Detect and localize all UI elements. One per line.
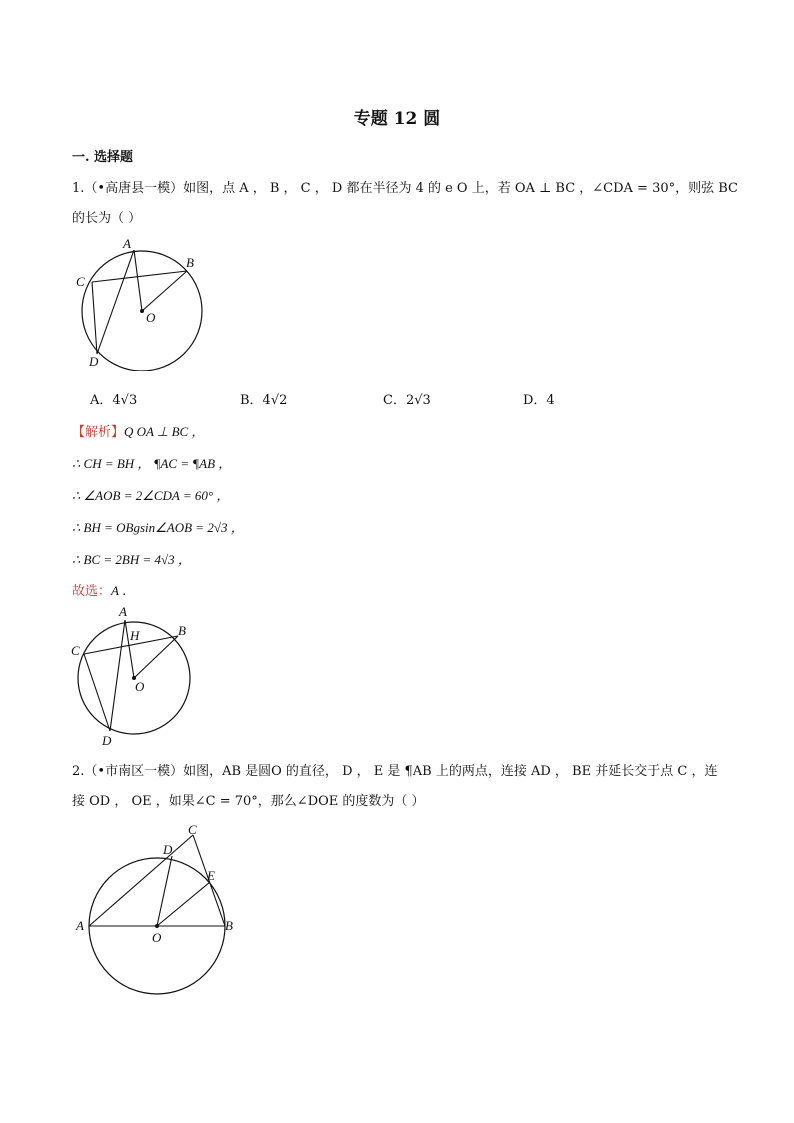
analysis-step-4: ∴ BH = OBgsin∠AOB = 2√3 ， (72, 520, 244, 535)
q2-label-e: E (207, 868, 215, 883)
q2-figure (70, 822, 245, 997)
q1-line1: 1.（•高唐县一模）如图，点 A ， B ， C ， D 都在半径为 4 的 e O 上，若 OA ⊥ BC ，∠CDA = 30°，则弦 BC (72, 181, 738, 196)
q2-line1: 2.（•市南区一模）如图，AB 是圆O 的直径， D ， E 是 ¶AB 上的两点，连接 AD ， BE 并延长交于点 C ，连 (72, 764, 718, 779)
q1-option-d: D．4 (523, 393, 555, 408)
answer-value: A ． (111, 583, 135, 598)
analysis-tag: 【解析】 (72, 425, 125, 440)
q2-label-o: O (152, 930, 162, 945)
answer-label: 故选： (72, 584, 112, 599)
label-a: A (123, 236, 131, 251)
label-o: O (146, 310, 156, 325)
q1-analysis-1 (72, 421, 204, 440)
q2-line2: 接 OD ， OE ，如果∠C = 70°，那么∠DOE 的度数为（ ） (72, 794, 425, 809)
label-d: D (89, 354, 99, 369)
q2-label-c: C (188, 822, 197, 837)
label-c: C (76, 274, 85, 289)
radius-oa (134, 250, 142, 311)
q1-answer (72, 580, 135, 599)
analysis-step-1: Q OA ⊥ BC ， (124, 424, 205, 439)
q1-solution-figure (68, 603, 198, 748)
center-dot (140, 309, 144, 313)
q1s-label-c: C (71, 643, 80, 658)
label-b: B (186, 255, 194, 270)
q1-line2: 的长为（ ） (72, 211, 142, 226)
q1s-chord-da (110, 620, 125, 731)
q1-option-a: A．4√3 (90, 393, 138, 408)
q1s-label-b: B (178, 623, 186, 638)
q1-figure (72, 236, 212, 371)
q1s-label-a: A (119, 604, 127, 619)
q1s-label-h: H (130, 628, 140, 643)
q1-option-c: C．2√3 (383, 393, 431, 408)
analysis-step-3: ∴ ∠AOB = 2∠CDA = 60° ， (72, 488, 230, 503)
q2-label-d: D (163, 842, 173, 857)
q1s-label-o: O (135, 679, 145, 694)
q1s-radius-ob (134, 636, 178, 678)
chord-cb (92, 271, 187, 282)
analysis-step-2: ∴ CH = BH ， ¶AC = ¶AB ， (72, 456, 232, 471)
analysis-step-5: ∴ BC = 2BH = 4√3 ， (72, 552, 191, 567)
radius-ob (142, 271, 187, 311)
page-title: 专题 12 圆 (353, 109, 441, 129)
chord-cd (92, 282, 97, 354)
section-heading: 一. 选择题 (72, 150, 134, 165)
q2-center-dot (155, 924, 159, 928)
q1-option-b: B．4√2 (240, 393, 288, 408)
q2-label-b: B (225, 918, 233, 933)
q2-label-a: A (76, 918, 84, 933)
q1s-label-d: D (102, 733, 112, 748)
line-ac (89, 835, 193, 926)
